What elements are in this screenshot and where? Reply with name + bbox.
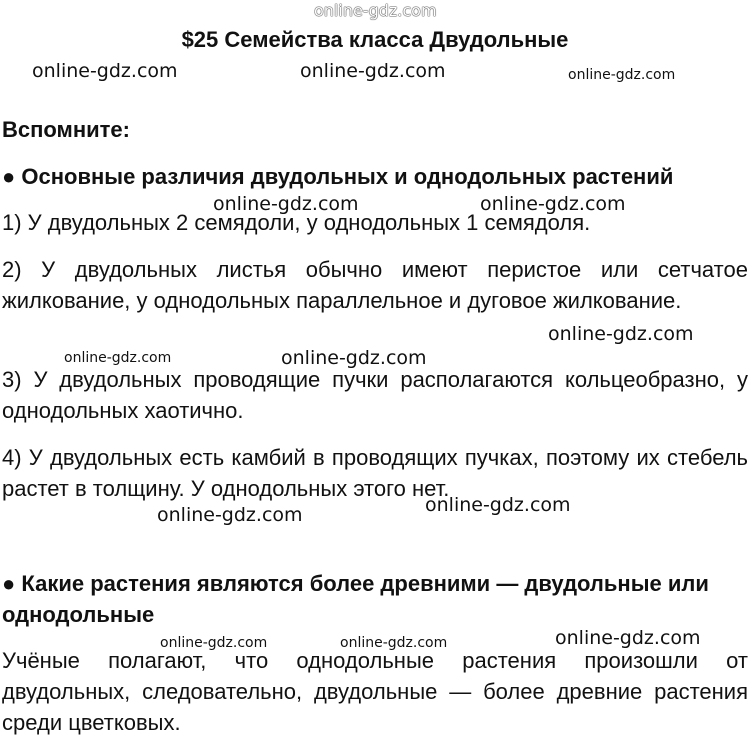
watermark: online-gdz.com (300, 60, 446, 82)
watermark: online-gdz.com (340, 635, 448, 651)
page-title: $25 Семейства класса Двудольные (181, 27, 569, 52)
difference-item-4: 4) У двудольных есть камбий в проводящих пучках, поэтому их стебель растет в толщину. У однодольных этого нет. (2, 445, 748, 501)
section-heading-ancient: ● Какие растения являются более древними — двудольные или однодольные (2, 571, 709, 627)
watermark: online-gdz.com (425, 494, 571, 516)
watermark: online-gdz.com (555, 627, 701, 649)
recall-heading: Вспомните: (2, 117, 130, 142)
section-heading-differences: ● Основные различия двудольных и однодольных растений (2, 164, 674, 189)
watermark: online-gdz.com (64, 350, 172, 366)
difference-item-2: 2) У двудольных листья обычно имеют перистое или сетчатое жилкование, у однодольных параллельное и дуговое жилкование. (2, 257, 748, 313)
watermark-top: online-gdz.com (314, 1, 437, 20)
difference-item-1: 1) У двудольных 2 семядоли, у однодольных 1 семядоля. (2, 210, 591, 235)
watermark: online-gdz.com (548, 323, 694, 345)
watermark: online-gdz.com (160, 635, 268, 651)
watermark: online-gdz.com (157, 504, 303, 526)
answer-paragraph: Учёные полагают, что однодольные растения произошли от двудольных, следовательно, двудольные — более древние растения среди цветковых. (2, 648, 748, 735)
watermark: online-gdz.com (281, 347, 427, 369)
watermark: online-gdz.com (213, 193, 359, 215)
difference-item-3: 3) У двудольных проводящие пучки располагаются кольцеобразно, у однодольных хаотично. (2, 367, 748, 423)
watermark: online-gdz.com (568, 67, 676, 83)
watermark: online-gdz.com (480, 193, 626, 215)
watermark: online-gdz.com (32, 60, 178, 82)
